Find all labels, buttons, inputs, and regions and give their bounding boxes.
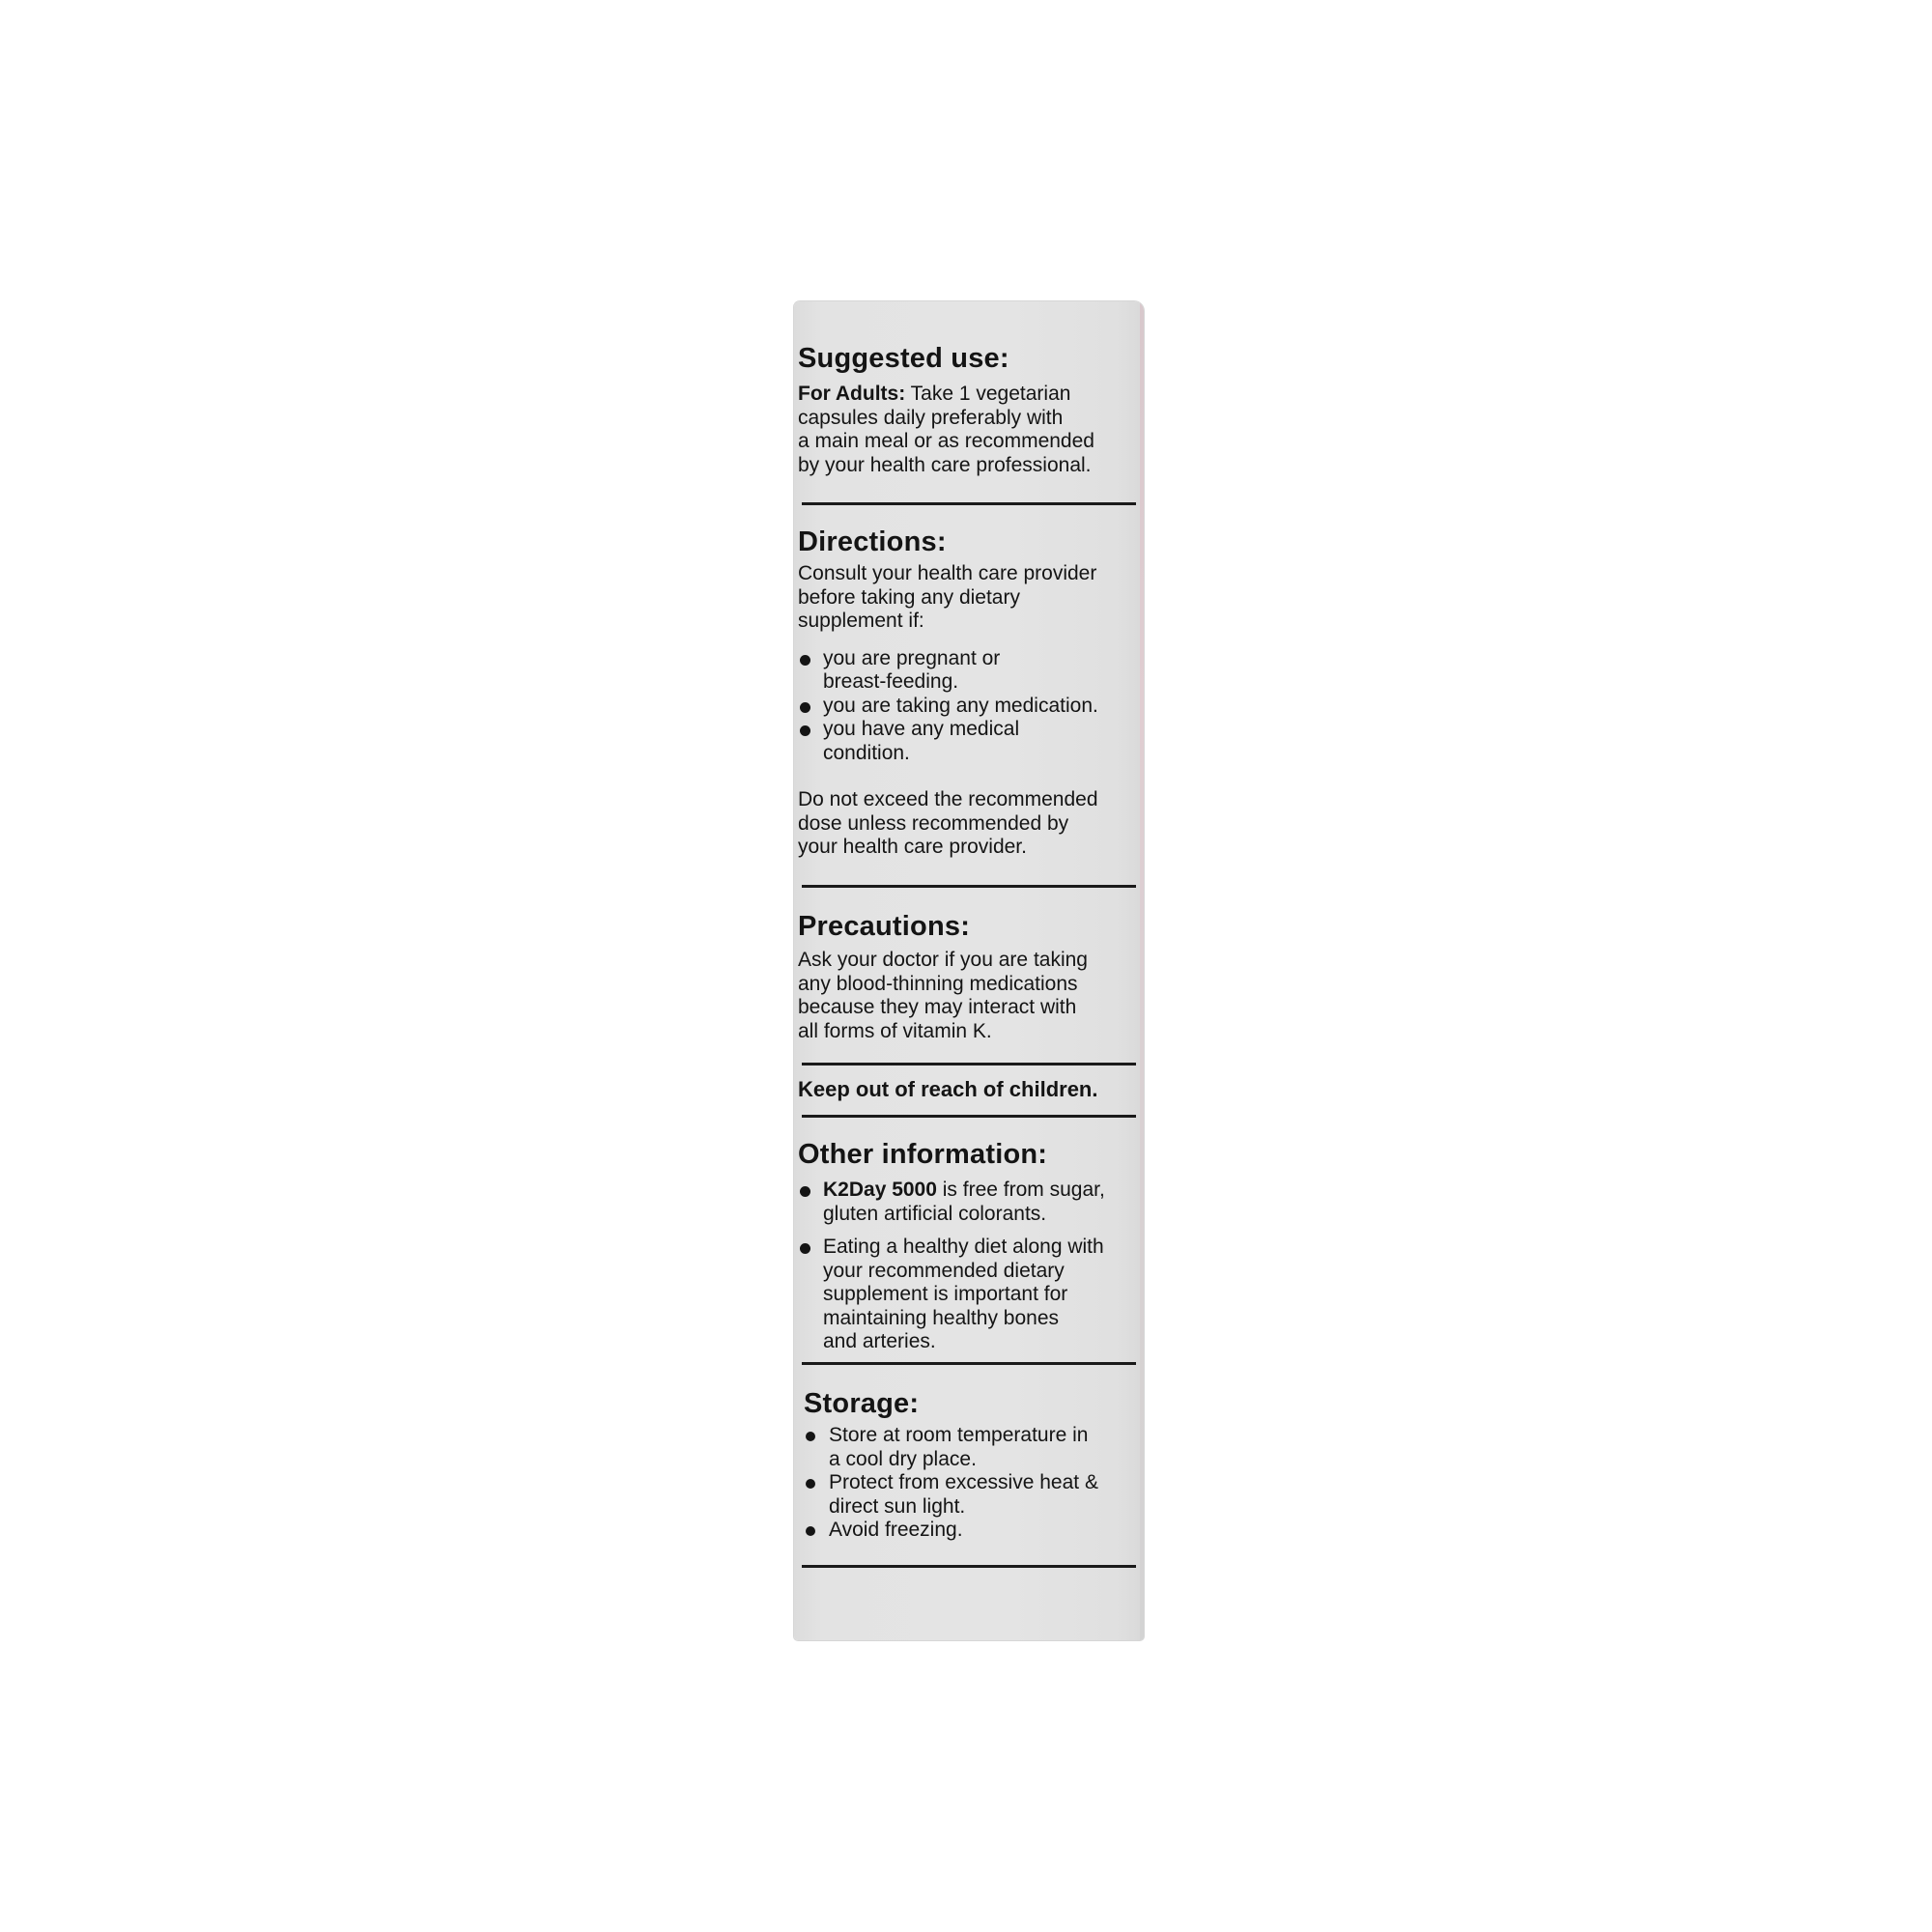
bullet-icon [806,1479,815,1489]
bullet-icon [800,725,810,736]
bullet-icon [806,1526,815,1536]
suggested-use-lead: Take 1 vegetarian [905,383,1071,405]
precautions-text: Ask your doctor if you are taking any blood-thinning medications because they may interact with all forms of vitamin K. [798,949,1088,1042]
directions-heading: Directions: [798,526,947,557]
divider [802,1063,1136,1065]
box-edge [1140,301,1144,1640]
bullet-icon [806,1432,815,1441]
other-information-list [798,1179,1138,1354]
list-item: you are taking any medication. [798,695,1138,719]
other-information-heading: Other information: [798,1139,1048,1170]
storage-heading: Storage: [804,1388,920,1419]
list-item: you are pregnant or breast-feeding. [798,647,1138,695]
precautions-section [798,910,1138,1043]
directions-section [798,526,1138,860]
suggested-use-section [798,342,1138,477]
for-adults-label: For Adults: [798,383,906,405]
product-name: K2Day 5000 [823,1179,937,1201]
directions-list [798,647,1138,766]
divider [802,502,1136,505]
list-item: Protect from excessive heat & direct sun light. [804,1471,1138,1519]
list-item: Store at room temperature in a cool dry place. [804,1424,1138,1471]
product-box-side-panel [794,301,1144,1640]
precautions-heading: Precautions: [798,911,971,942]
bullet-icon [800,655,810,666]
directions-intro: Consult your health care provider before taking any dietary supplement if: [798,562,1097,632]
bullet-icon [800,1186,810,1197]
suggested-use-body: capsules daily preferably with a main meal or as recommended by your health care professional. [798,406,1094,476]
bullet-icon [800,1243,810,1254]
other-information-section [798,1138,1138,1354]
suggested-use-text [798,383,1138,477]
list-item: you have any medical condition. [798,718,1138,765]
divider [802,1362,1136,1365]
divider [802,1565,1136,1568]
directions-note: Do not exceed the recommended dose unless recommended by your health care provider. [798,788,1098,858]
bullet-icon [800,702,810,713]
storage-list [798,1424,1138,1543]
suggested-use-heading: Suggested use: [798,343,1009,374]
keep-out-of-reach-text: Keep out of reach of children. [798,1077,1098,1101]
list-item: K2Day 5000 is free from sugar, gluten artificial colorants. [798,1179,1138,1226]
divider [802,1115,1136,1118]
warning-section [798,1068,1138,1111]
list-item: Eating a healthy diet along with your recommended dietary supplement is important for maintaining healthy bones and arteries. [798,1236,1138,1354]
storage-section [798,1387,1138,1543]
divider [802,885,1136,888]
list-item: Avoid freezing. [804,1519,1138,1543]
